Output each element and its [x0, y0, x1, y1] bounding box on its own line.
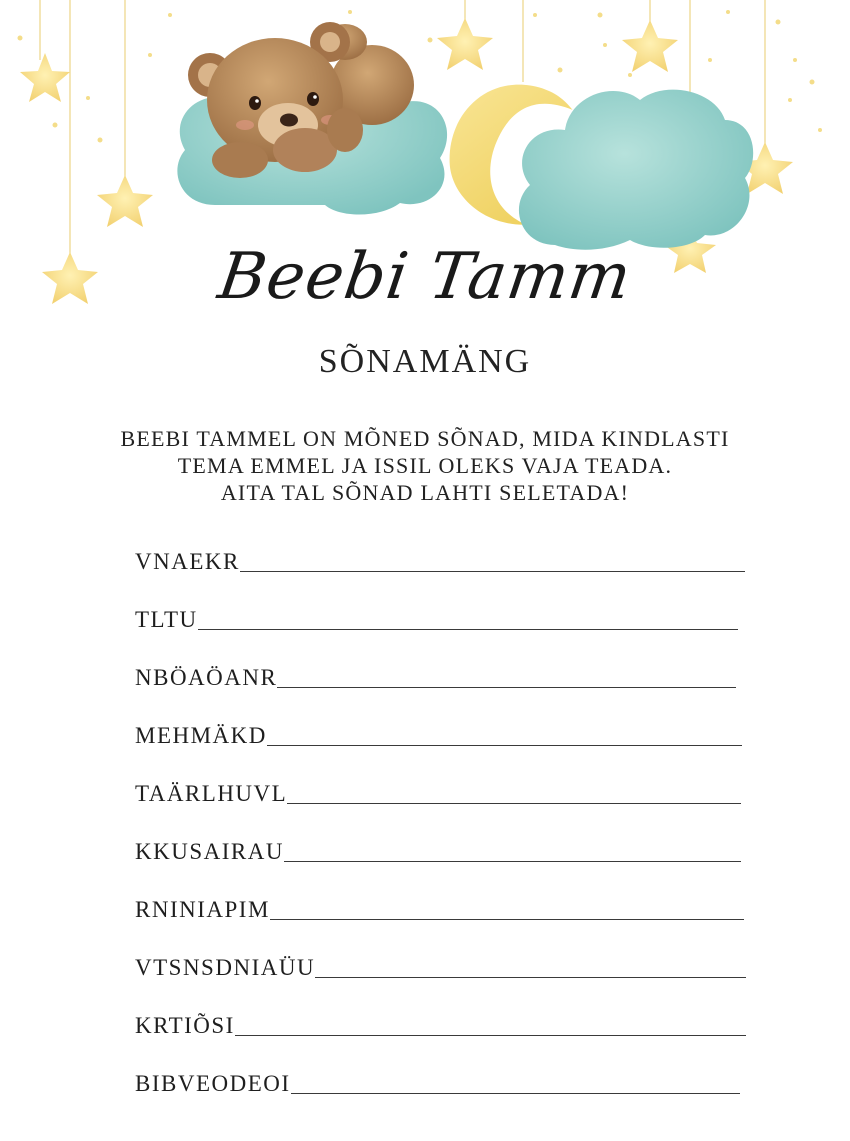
instruction-line: AITA TAL SÕNAD LAHTI SELETADA! [220, 480, 630, 505]
answer-blank[interactable] [287, 803, 741, 804]
scrambled-word: KKUSAIRAU [135, 839, 284, 864]
scrambled-word: KRTIÕSI [135, 1013, 235, 1038]
word-row [135, 833, 741, 865]
answer-blank[interactable] [315, 977, 746, 978]
page-title: Beebi Tamm [213, 240, 637, 314]
scrambled-word: BIBVEODEOI [135, 1071, 291, 1096]
answer-blank[interactable] [270, 919, 744, 920]
scrambled-word: TLTU [135, 607, 198, 632]
word-row [135, 659, 736, 691]
answer-blank[interactable] [240, 571, 745, 572]
word-row [135, 1065, 740, 1097]
instruction-line: BEEBI TAMMEL ON MÕNED SÕNAD, MIDA KINDLASTI [120, 426, 730, 451]
word-row [135, 543, 745, 575]
star-icon [437, 18, 493, 70]
answer-blank[interactable] [235, 1035, 746, 1036]
star-icon [97, 175, 153, 227]
cloud-icon [519, 90, 753, 250]
star-icon [20, 53, 70, 102]
word-row [135, 891, 744, 923]
scrambled-word: VNAEKR [135, 549, 240, 574]
word-row [135, 717, 742, 749]
answer-blank[interactable] [198, 629, 738, 630]
word-row [135, 1007, 746, 1039]
scrambled-word: VTSNSDNIAÜU [135, 955, 316, 980]
scrambled-word: NBÖAÖANR [135, 665, 278, 690]
answer-blank[interactable] [291, 1093, 740, 1094]
word-row [135, 949, 746, 981]
instruction-line: TEMA EMMEL JA ISSIL OLEKS VAJA TEADA. [177, 453, 673, 478]
instructions [60, 425, 790, 506]
scrambled-word: TAÄRLHUVL [135, 781, 288, 806]
answer-blank[interactable] [267, 745, 742, 746]
scrambled-word: MEHMÄKD [135, 723, 267, 748]
answer-blank[interactable] [284, 861, 741, 862]
page-subtitle: SÕNAMÄNG [318, 343, 532, 380]
star-icon [622, 20, 678, 72]
word-row [135, 775, 741, 807]
scrambled-word: RNINIAPIM [135, 897, 270, 922]
word-row [135, 601, 738, 633]
answer-blank[interactable] [277, 687, 736, 688]
